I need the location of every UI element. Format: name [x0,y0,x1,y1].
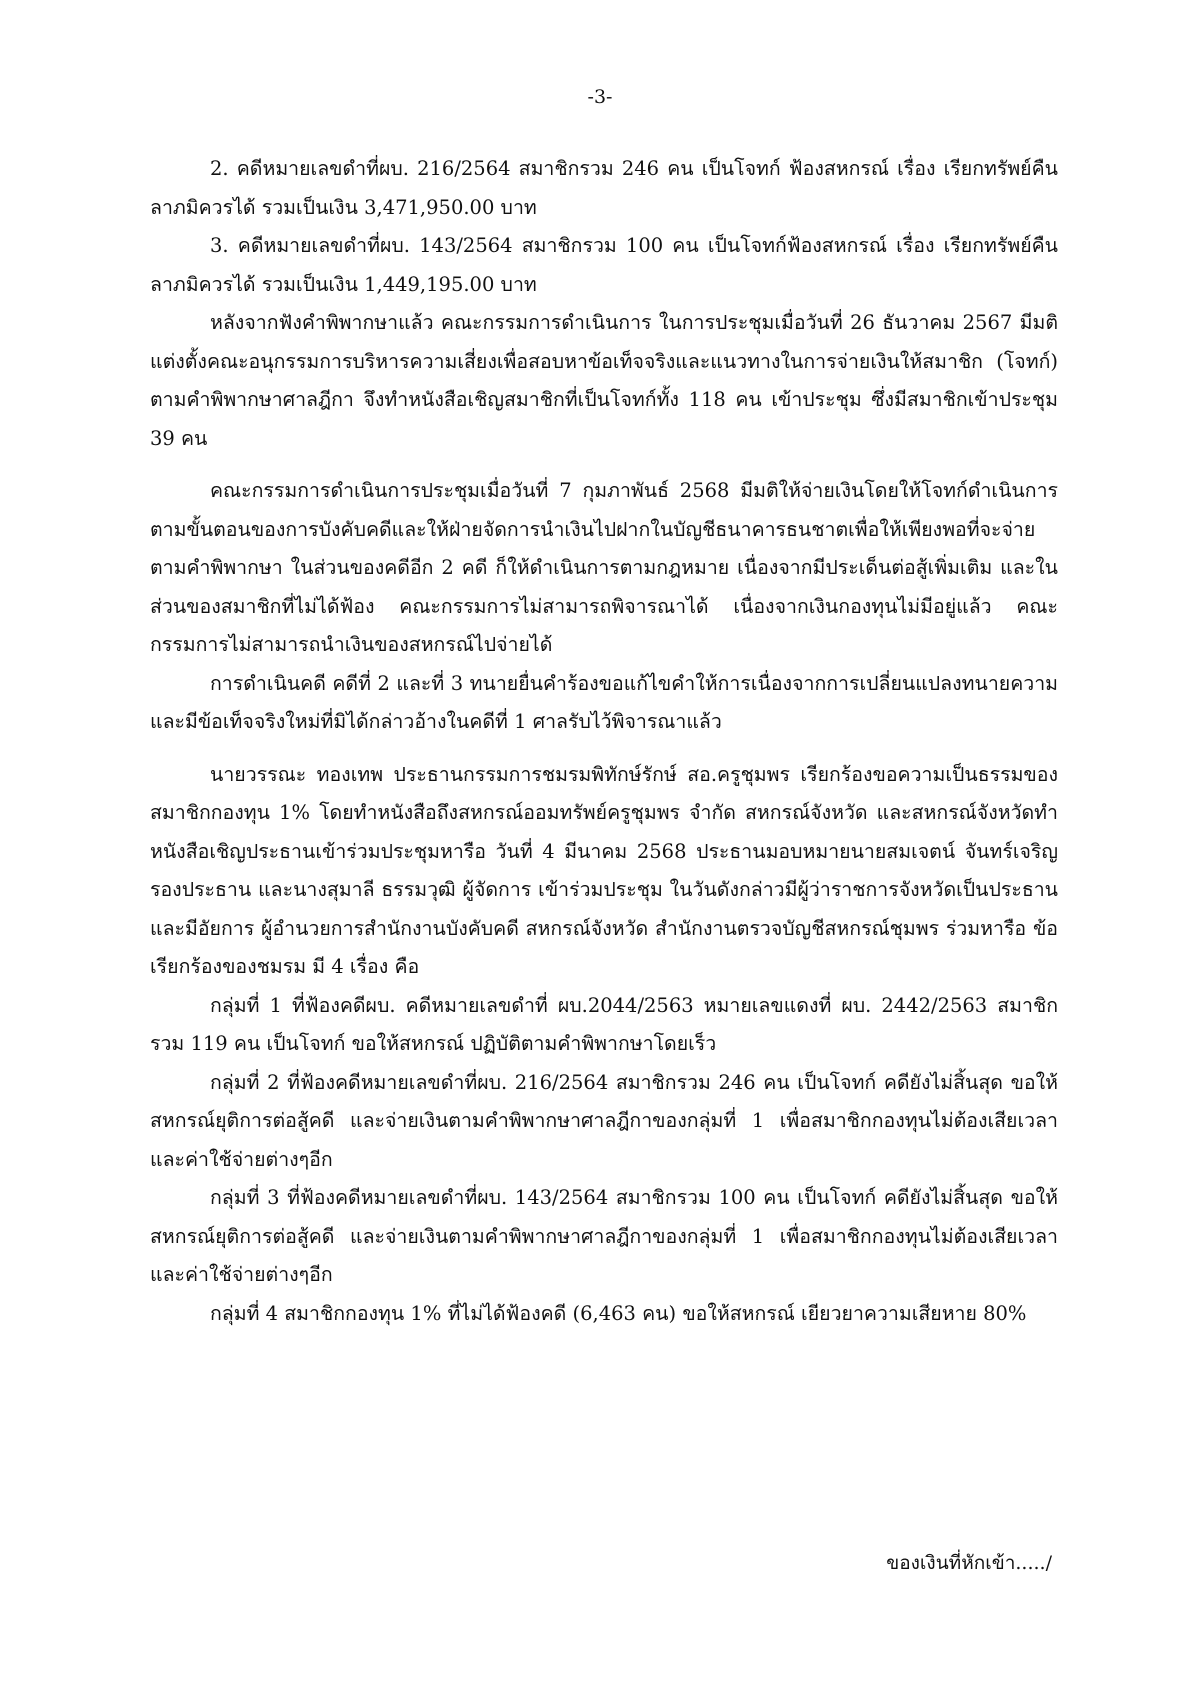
paragraph-group-2: กลุ่มที่ 2 ที่ฟ้องคดีหมายเลขดำที่ผบ. 216/2564 สมาชิกรวม 246 คน เป็นโจทก์ คดียังไม่สิ้นสุด ขอให้สหกรณ์ยุติการต่อสู้คดี และจ่ายเงินตามคำพิพากษาศาลฎีกาของกลุ่มที่ 1 เพื่อสมาชิกกองทุนไม่ต้องเสียเวลา และค่าใช้จ่ายต่างๆอีก [150,1070,1058,1171]
paragraph-litigation-status: การดำเนินคดี คดีที่ 2 และที่ 3 ทนายยื่นคำร้องขอแก้ไขคำให้การเนื่องจากการเปลี่ยนแปลงทนายความและมีข้อเท็จจริงใหม่ที่มิได้กล่าวอ้างในคดีที่ 1 ศาลรับไว้พิจารณาแล้ว [150,671,1058,733]
document-body [150,150,1058,1333]
paragraph-case-2: 2. คดีหมายเลขดำที่ผบ. 216/2564 สมาชิกรวม 246 คน เป็นโจทก์ ฟ้องสหกรณ์ เรื่อง เรียกทรัพย์คืนลาภมิควรได้ รวมเป็นเงิน 3,471,950.00 บาท [150,157,1058,219]
paragraph-group-4: กลุ่มที่ 4 สมาชิกกองทุน 1% ที่ไม่ได้ฟ้องคดี (6,463 คน) ขอให้สหกรณ์ เยียวยาความเสียหาย 80% [210,1301,1027,1325]
paragraph-committee-resolution: หลังจากฟังคำพิพากษาแล้ว คณะกรรมการดำเนินการ ในการประชุมเมื่อวันที่ 26 ธันวาคม 2567 มีมติแต่งตั้งคณะอนุกรรมการบริหารความเสี่ยงเพื่อสอบหาข้อเท็จจริงและแนวทางในการจ่ายเงินให้สมาชิก (โจทก์) ตามคำพิพากษาศาลฎีกา จึงทำหนังสือเชิญสมาชิกที่เป็นโจทก์ทั้ง 118 คน เข้าประชุม ซึ่งมีสมาชิกเข้าประชุม 39 คน [150,311,1058,450]
page-number: -3- [587,86,613,108]
paragraph-case-3: 3. คดีหมายเลขดำที่ผบ. 143/2564 สมาชิกรวม 100 คน เป็นโจทก์ฟ้องสหกรณ์ เรื่อง เรียกทรัพย์คืนลาภมิควรได้ รวมเป็นเงิน 1,449,195.00 บาท [150,234,1058,296]
paragraph-club-petition: นายวรรณะ ทองเทพ ประธานกรรมการชมรมพิทักษ์รักษ์ สอ.ครูชุมพร เรียกร้องขอความเป็นธรรมของสมาชิกกองทุน 1% โดยทำหนังสือถึงสหกรณ์ออมทรัพย์ครูชุมพร จำกัด สหกรณ์จังหวัด และสหกรณ์จังหวัดทำหนังสือเชิญประธานเข้าร่วมประชุมหารือ วันที่ 4 มีนาคม 2568 ประธานมอบหมายนายสมเจตน์ จันทร์เจริญ รองประธาน และนางสุมาลี ธรรมวุฒิ ผู้จัดการ เข้าร่วมประชุม ในวันดังกล่าวมีผู้ว่าราชการจังหวัดเป็นประธาน และมีอัยการ ผู้อำนวยการสำนักงานบังคับคดี สหกรณ์จังหวัด สำนักงานตรวจบัญชีสหกรณ์ชุมพร ร่วมหารือ ข้อเรียกร้องของชมรม มี 4 เรื่อง คือ [150,762,1058,978]
paragraph-group-1: กลุ่มที่ 1 ที่ฟ้องคดีผบ. คดีหมายเลขดำที่ ผบ.2044/2563 หมายเลขแดงที่ ผบ. 2442/2563 สมาชิกรวม 119 คน เป็นโจทก์ ขอให้สหกรณ์ ปฏิบัติตามคำพิพากษาโดยเร็ว [150,993,1058,1055]
paragraph-group-3: กลุ่มที่ 3 ที่ฟ้องคดีหมายเลขดำที่ผบ. 143/2564 สมาชิกรวม 100 คน เป็นโจทก์ คดียังไม่สิ้นสุด ขอให้สหกรณ์ยุติการต่อสู้คดี และจ่ายเงินตามคำพิพากษาศาลฎีกาของกลุ่มที่ 1 เพื่อสมาชิกกองทุนไม่ต้องเสียเวลา และค่าใช้จ่ายต่างๆอีก [150,1186,1058,1286]
continuation-note: ของเงินที่หักเข้า...../ [886,1552,1052,1574]
paragraph-payment-resolution: คณะกรรมการดำเนินการประชุมเมื่อวันที่ 7 กุมภาพันธ์ 2568 มีมติให้จ่ายเงินโดยให้โจทก์ดำเนินการตามขั้นตอนของการบังคับคดีและให้ฝ่ายจัดการนำเงินไปฝากในบัญชีธนาคารธนชาตเพื่อให้เพียงพอที่จะจ่ายตามคำพิพากษา ในส่วนของคดีอีก 2 คดี ก็ให้ดำเนินการตามกฎหมาย เนื่องจากมีประเด็นต่อสู้เพิ่มเติม และในส่วนของสมาชิกที่ไม่ได้ฟ้อง คณะกรรมการไม่สามารถพิจารณาได้ เนื่องจากเงินกองทุนไม่มีอยู่แล้ว คณะกรรมการไม่สามารถนำเงินของสหกรณ์ไปจ่ายได้ [150,479,1058,656]
